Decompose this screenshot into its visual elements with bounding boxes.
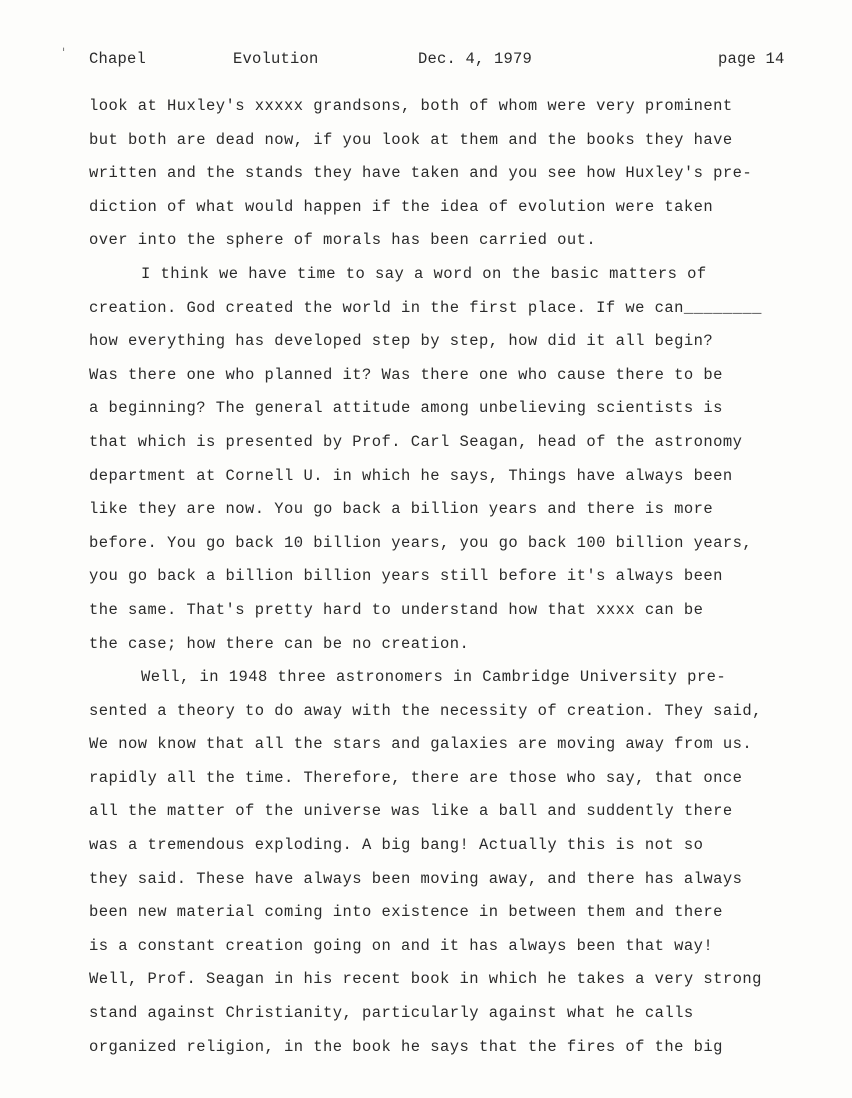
text-line: creation. God created the world in the first place. If we can________ [89,298,762,317]
text-line: Well, Prof. Seagan in his recent book in which he takes a very strong [89,970,762,989]
header-chapel: Chapel [89,50,147,68]
body-text [89,90,809,1064]
text-line: We now know that all the stars and galaxies are moving away from us. [89,735,753,754]
text-line: stand against Christianity, particularly against what he calls [89,1004,694,1023]
text-line: Well, in 1948 three astronomers in Cambridge University pre- [141,668,727,687]
text-line: but both are dead now, if you look at them and the books they have [89,130,733,149]
page-header [0,50,852,72]
text-line: I think we have time to say a word on the basic matters of [141,264,707,283]
text-line: over into the sphere of morals has been carried out. [89,231,597,250]
text-line: a beginning? The general attitude among unbelieving scientists is [89,399,723,418]
text-line: rapidly all the time. Therefore, there are those who say, that once [89,768,743,787]
text-line: organized religion, in the book he says that the fires of the big [89,1037,723,1056]
text-line: they said. These have always been moving away, and there has always [89,869,743,888]
text-line: that which is presented by Prof. Carl Seagan, head of the astronomy [89,432,743,451]
text-line: was a tremendous exploding. A big bang! Actually this is not so [89,836,704,855]
text-line: all the matter of the universe was like a ball and suddently there [89,802,733,821]
text-line: written and the stands they have taken and you see how Huxley's pre- [89,164,753,183]
corner-mark-icon: ˈ [62,46,66,60]
header-page-number: page 14 [718,50,785,68]
text-line: been new material coming into existence in between them and there [89,903,723,922]
text-line: is a constant creation going on and it has always been that way! [89,936,714,955]
text-line: how everything has developed step by step, how did it all begin? [89,332,714,351]
text-line: before. You go back 10 billion years, you go back 100 billion years, [89,533,753,552]
text-line: diction of what would happen if the idea of evolution were taken [89,197,714,216]
text-line: like they are now. You go back a billion years and there is more [89,500,714,519]
text-line: look at Huxley's xxxxx grandsons, both of whom were very prominent [89,97,733,115]
text-line: the same. That's pretty hard to understand how that xxxx can be [89,600,704,619]
text-line: the case; how there can be no creation. [89,634,470,653]
text-line: you go back a billion billion years still before it's always been [89,567,723,586]
text-line: sented a theory to do away with the necessity of creation. They said, [89,701,762,720]
text-line: department at Cornell U. in which he says, Things have always been [89,466,733,485]
text-line: Was there one who planned it? Was there one who cause there to be [89,365,723,384]
header-topic: Evolution [233,50,319,68]
header-date: Dec. 4, 1979 [418,50,533,68]
